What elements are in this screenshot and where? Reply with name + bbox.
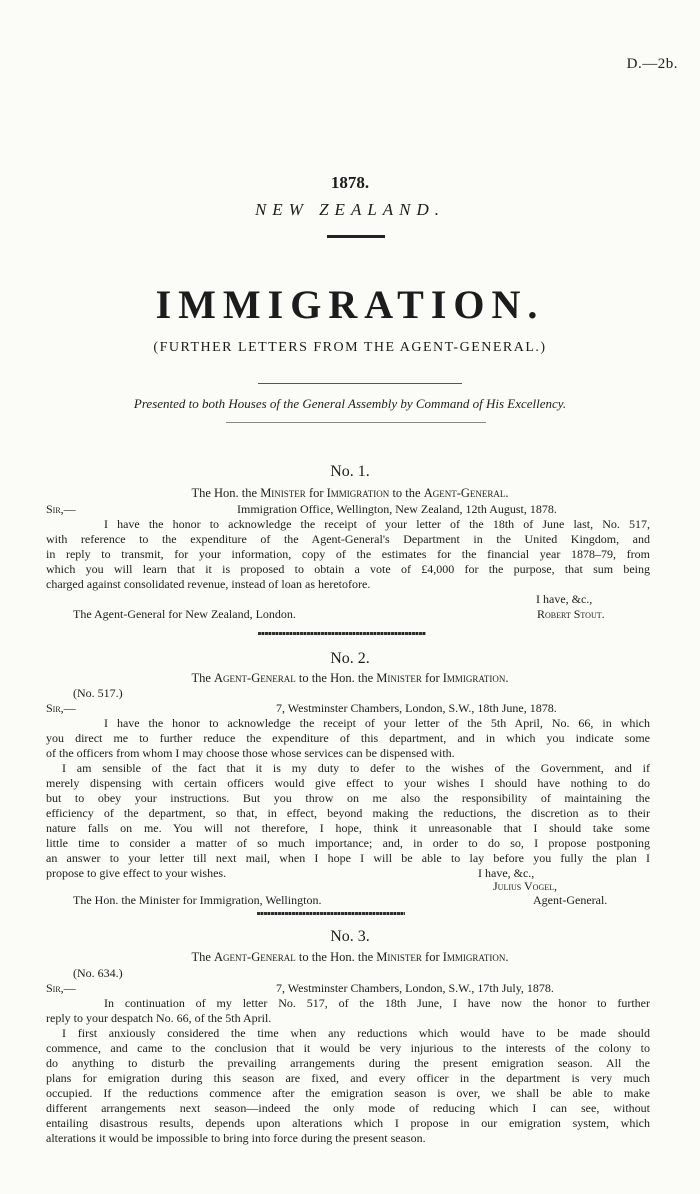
letter-separator	[258, 632, 426, 635]
letter-3-line: In continuation of my letter No. 517, of the 18th June, I have now the honor to further	[104, 996, 650, 1010]
letter-3-line: different arrangements next season—indeed the only mode of reducing which I can see, without	[46, 1101, 650, 1115]
letter-2-closing: I have, &c.,	[478, 866, 535, 880]
letter-2-addressee: The Hon. the Minister for Immigration, Wellington.	[73, 893, 322, 907]
letter-3-line: reply to your despatch No. 66, of the 5th April.	[46, 1011, 272, 1025]
letter-3-line: alterations it would be impossible to bring into force during the present season.	[46, 1131, 426, 1145]
letter-2-reference: (No. 517.)	[73, 686, 123, 700]
letter-3-number: No. 3.	[330, 928, 370, 945]
letter-2-signature: Julius Vogel,	[493, 879, 558, 893]
letter-3-reference: (No. 634.)	[73, 966, 123, 980]
country: NEW ZEALAND.	[254, 200, 446, 219]
document-reference: D.—2b.	[626, 56, 678, 72]
presented-note: Presented to both Houses of the General Assembly by Command of His Excellency.	[133, 396, 567, 411]
letter-2-dateline: 7, Westminster Chambers, London, S.W., 18th June, 1878.	[276, 701, 557, 715]
letter-1-line: charged against consolidated revenue, instead of loan as heretofore.	[46, 577, 371, 591]
letter-1-salutation: Sir,—	[46, 502, 76, 516]
letter-separator	[257, 912, 405, 915]
letter-3-heading: The Agent-General to the Hon. the Minister for Immigration.	[191, 950, 509, 964]
letter-2-line: I am sensible of the fact that it is my duty to defer to the wishes of the Government, and if	[62, 761, 650, 775]
letter-1-heading: The Hon. the Minister for Immigration to the Agent-General.	[191, 486, 509, 500]
letter-2-line: merely dispensing with certain officers would give effect to your wishes I should have nothing to do	[46, 776, 650, 790]
letter-3-line: commence, and came to the conclusion that it would be very injurious to the interests of the colony to	[46, 1041, 650, 1055]
letter-2-line: of the officers from whom I may choose those whose services can be dispensed with.	[46, 746, 455, 760]
subtitle-rule	[258, 383, 462, 384]
letter-2-line: nature falls on me. You will not therefore, I hope, think it unreasonable that I should take some	[46, 821, 650, 835]
letter-1-dateline: Immigration Office, Wellington, New Zealand, 12th August, 1878.	[237, 502, 557, 516]
letter-3-line: occupied. If the reductions commence after the emigration season is over, we shall be able to make	[46, 1086, 650, 1100]
letter-2-number: No. 2.	[330, 650, 370, 667]
document-subtitle: (FURTHER LETTERS FROM THE AGENT-GENERAL.)	[153, 340, 547, 355]
letter-2-line: but to obey your instructions. But you throw on me also the responsibility of maintaining the	[46, 791, 650, 805]
document-title: IMMIGRATION.	[155, 282, 545, 327]
letter-1-closing: I have, &c.,	[536, 592, 593, 606]
letter-1-number: No. 1.	[330, 463, 370, 480]
letter-3-line: I first anxiously considered the time when any reductions which would have to be made should	[62, 1026, 650, 1040]
letter-2-line: propose to give effect to your wishes.	[46, 866, 227, 880]
letter-2-signature-title: Agent-General.	[533, 893, 608, 907]
letter-3-salutation: Sir,—	[46, 981, 76, 995]
letter-3-line: plans for emigration during this season are fixed, and every officer in the department is very much	[46, 1071, 650, 1085]
letter-2-line: you direct me to further reduce the expenditure of this department, and in which you indicate some	[46, 731, 650, 745]
letter-2-line: an answer to your letter till next mail, when I hope I will be able to lay before you fully the plan I	[46, 851, 650, 865]
letter-2-salutation: Sir,—	[46, 701, 76, 715]
letter-3-dateline: 7, Westminster Chambers, London, S.W., 17th July, 1878.	[276, 981, 554, 995]
letter-2-line: little time to consider a matter of so much importance; and, in order to do so, I propose postponing	[46, 836, 650, 850]
letter-2-line: efficiency of the department, so that, in effect, beyond making the reductions, the discretion as to their	[46, 806, 650, 820]
letter-1-addressee: The Agent-General for New Zealand, London.	[73, 607, 296, 621]
letter-2-heading: The Agent-General to the Hon. the Minister for Immigration.	[191, 671, 509, 685]
letter-2-line: I have the honor to acknowledge the receipt of your letter of the 5th April, No. 66, in which	[104, 716, 650, 730]
letter-1-line: I have the honor to acknowledge the receipt of your letter of the 18th of June last, No. 517,	[104, 517, 650, 531]
presented-rule	[226, 422, 486, 423]
title-rule	[327, 235, 385, 238]
letter-1-line: with reference to the expenditure of the Agent-General's Department in the United Kingdom, and	[46, 532, 650, 546]
letter-1-line: in reply to transmit, for your information, copy of the estimates for the financial year 1878–79, from	[46, 547, 650, 561]
letter-1-line: which you will learn that it is proposed to obtain a vote of £4,000 for the purpose, that sum being	[46, 562, 650, 576]
letter-1-signature: Robert Stout.	[537, 607, 605, 621]
year: 1878.	[330, 173, 370, 192]
letter-3-line: entailing disastrous results, depends upon alterations which I propose in our emigration system, which	[46, 1116, 650, 1130]
letter-3-line: do anything to disturb the prevailing arrangements during the present emigration season. All the	[46, 1056, 650, 1070]
